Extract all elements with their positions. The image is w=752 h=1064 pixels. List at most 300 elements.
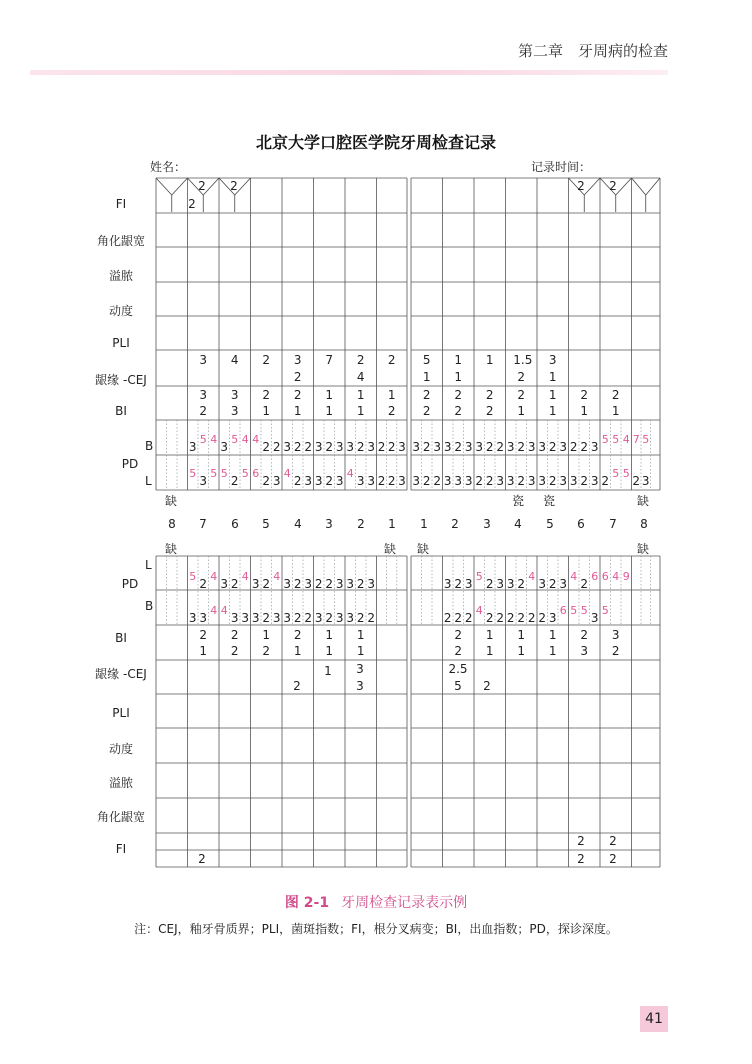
pd-value: 2 bbox=[387, 474, 396, 488]
lower-fi-r7-bottom: 2 bbox=[609, 852, 617, 866]
cell-value: 7 bbox=[325, 353, 334, 367]
cell-value: 2 bbox=[454, 404, 463, 418]
lower-missing-right8: 缺 bbox=[637, 542, 650, 556]
pd-value: 3 bbox=[272, 474, 281, 488]
tooth-number: 5 bbox=[546, 517, 554, 531]
pd-value: 2 bbox=[272, 440, 281, 454]
cell-value: 1 bbox=[517, 644, 526, 658]
pd-value: 5 bbox=[189, 570, 197, 583]
pd-value: 2 bbox=[517, 474, 526, 488]
cell-value: 1 bbox=[325, 628, 334, 642]
form-title: 北京大学口腔医学院牙周检查记录 bbox=[255, 133, 496, 152]
cell-value: 2 bbox=[387, 353, 396, 367]
cell-value: 1 bbox=[325, 644, 334, 658]
pd-value: 5 bbox=[199, 433, 207, 446]
pd-value: 5 bbox=[622, 467, 630, 480]
pd-value: 3 bbox=[346, 440, 355, 454]
pd-value: 2 bbox=[304, 440, 313, 454]
pd-value: 3 bbox=[641, 474, 650, 488]
tooth-number: 3 bbox=[483, 517, 491, 531]
cell-value: 1 bbox=[422, 370, 431, 384]
pd-value: 3 bbox=[590, 440, 599, 454]
tooth-number: 1 bbox=[420, 517, 428, 531]
cell-value: 2 bbox=[230, 644, 239, 658]
lower-pd-label: PD bbox=[121, 577, 139, 591]
pd-value: 4 bbox=[475, 604, 483, 617]
figure-label: 图 2-1 bbox=[284, 895, 330, 911]
pd-value: 4 bbox=[346, 467, 354, 480]
cell-value: 2 bbox=[580, 388, 589, 402]
pd-value: 3 bbox=[443, 577, 452, 591]
pd-value: 2 bbox=[325, 611, 334, 625]
pd-value: 2 bbox=[548, 440, 557, 454]
pd-value: 2 bbox=[569, 440, 578, 454]
upper-pd-label: PD bbox=[121, 457, 139, 471]
cell-value: 1 bbox=[517, 628, 526, 642]
page-number: 41 bbox=[640, 1006, 668, 1032]
pd-value: 2 bbox=[262, 440, 271, 454]
cell-value: 2 bbox=[485, 404, 494, 418]
pd-value: 3 bbox=[506, 577, 515, 591]
pd-value: 3 bbox=[496, 577, 505, 591]
pd-value: 4 bbox=[252, 433, 260, 446]
pd-value: 3 bbox=[412, 474, 421, 488]
cell-value: 2 bbox=[611, 644, 620, 658]
pd-value: 3 bbox=[251, 577, 260, 591]
pd-value: 5 bbox=[612, 467, 620, 480]
cell-value: 1 bbox=[454, 353, 463, 367]
cell-value: 1 bbox=[548, 628, 557, 642]
cell-value: 1 bbox=[548, 370, 557, 384]
pd-value: 2 bbox=[325, 440, 334, 454]
pd-value: 3 bbox=[559, 440, 568, 454]
cell-value: 2 bbox=[262, 644, 271, 658]
upper-keratinized-label: 角化龈宽 bbox=[96, 234, 145, 248]
upper-fi-t7-bottom: 2 bbox=[188, 197, 196, 211]
pd-value: 2 bbox=[230, 577, 239, 591]
pd-value: 6 bbox=[601, 570, 609, 583]
cell-value: 3 bbox=[199, 353, 208, 367]
lower-keratinized-label: 角化龈宽 bbox=[96, 810, 145, 824]
pd-value: 3 bbox=[314, 440, 323, 454]
pd-value: 3 bbox=[590, 474, 599, 488]
upper-mobility-label: 动度 bbox=[108, 304, 133, 318]
cell-value: 3 bbox=[580, 644, 589, 658]
lower-cej-r3: 2 bbox=[483, 679, 491, 693]
pd-value: 3 bbox=[230, 611, 239, 625]
pd-value: 3 bbox=[241, 611, 250, 625]
pd-value: 5 bbox=[210, 467, 218, 480]
cell-value: 2 bbox=[262, 353, 271, 367]
tooth-number: 2 bbox=[451, 517, 459, 531]
fi-mark bbox=[156, 178, 172, 195]
pd-value: 5 bbox=[612, 433, 620, 446]
cell-value: 2 bbox=[199, 628, 208, 642]
pd-value: 2 bbox=[454, 440, 463, 454]
tooth-number: 7 bbox=[199, 517, 207, 531]
cell-value: 4 bbox=[356, 370, 365, 384]
pd-value: 5 bbox=[580, 604, 588, 617]
pd-value: 3 bbox=[559, 577, 568, 591]
pd-value: 4 bbox=[241, 570, 249, 583]
cell-value: 2 bbox=[422, 388, 431, 402]
pd-value: 3 bbox=[283, 440, 292, 454]
cell-value: 1 bbox=[356, 388, 365, 402]
cell-value: 1 bbox=[293, 644, 302, 658]
pd-value: 3 bbox=[412, 440, 421, 454]
pd-value: 3 bbox=[220, 577, 229, 591]
pd-value: 2 bbox=[230, 474, 239, 488]
pd-value: 3 bbox=[506, 440, 515, 454]
upper-suppuration-label: 溢脓 bbox=[108, 269, 133, 283]
lower-fi-label: FI bbox=[115, 842, 127, 856]
chapter-header: 第二章 牙周病的检查 bbox=[517, 42, 668, 60]
figure-text: 牙周检查记录表示例 bbox=[341, 895, 468, 911]
pd-value: 2 bbox=[356, 440, 365, 454]
upper-missing-right8: 缺 bbox=[637, 494, 650, 508]
pd-value: 2 bbox=[538, 611, 547, 625]
name-label: 姓名： bbox=[150, 160, 187, 174]
pd-value: 2 bbox=[377, 474, 386, 488]
pd-value: 4 bbox=[210, 604, 218, 617]
cell-value: 1 bbox=[325, 388, 334, 402]
pd-value: 3 bbox=[304, 474, 313, 488]
pd-value: 4 bbox=[528, 570, 536, 583]
lower-fi-r6-bottom: 2 bbox=[577, 852, 585, 866]
pd-value: 3 bbox=[454, 474, 463, 488]
cell-value: 3 bbox=[611, 628, 620, 642]
tooth-number: 5 bbox=[262, 517, 270, 531]
pd-value: 2 bbox=[548, 474, 557, 488]
pd-value: 3 bbox=[538, 577, 547, 591]
pd-value: 4 bbox=[210, 570, 218, 583]
pd-value: 3 bbox=[367, 577, 376, 591]
upper-fi-t7-top: 2 bbox=[198, 179, 206, 193]
cell-value: 1 bbox=[611, 404, 620, 418]
tooth-number: 7 bbox=[609, 517, 617, 531]
pd-value: 2 bbox=[325, 474, 334, 488]
pd-value: 2 bbox=[387, 440, 396, 454]
cell-value: 1 bbox=[548, 644, 557, 658]
cell-value: 2 bbox=[262, 388, 271, 402]
pd-value: 3 bbox=[335, 577, 344, 591]
cell-value: 2 bbox=[611, 388, 620, 402]
pd-value: 4 bbox=[210, 433, 218, 446]
pd-value: 3 bbox=[398, 440, 406, 454]
upper-cej-label: 龈缘 -CEJ bbox=[95, 373, 147, 387]
pd-value: 2 bbox=[262, 611, 271, 625]
pd-value: 4 bbox=[283, 467, 291, 480]
lower-pli-label: PLI bbox=[112, 706, 130, 720]
pd-value: 3 bbox=[346, 577, 355, 591]
lower-suppuration-label: 溢脓 bbox=[108, 776, 133, 790]
pd-value: 2 bbox=[293, 474, 302, 488]
lower-bi-label: BI bbox=[115, 631, 127, 645]
tooth-number: 8 bbox=[168, 517, 176, 531]
cell-value: 1 bbox=[517, 404, 526, 418]
cell-value: 2 bbox=[293, 628, 302, 642]
pd-value: 5 bbox=[475, 570, 483, 583]
pd-value: 3 bbox=[335, 474, 344, 488]
cell-value: 3 bbox=[293, 353, 302, 367]
lower-missing-left8: 缺 bbox=[165, 542, 178, 556]
pd-value: 2 bbox=[632, 474, 641, 488]
tooth-number: 6 bbox=[231, 517, 239, 531]
pd-value: 3 bbox=[464, 474, 473, 488]
pd-value: 3 bbox=[251, 611, 260, 625]
pd-value: 3 bbox=[506, 474, 515, 488]
tooth-number: 4 bbox=[294, 517, 302, 531]
upper-fi-r6-top: 2 bbox=[577, 179, 585, 193]
pd-value: 2 bbox=[517, 440, 526, 454]
pd-value: 2 bbox=[422, 440, 431, 454]
tooth-number: 2 bbox=[357, 517, 365, 531]
pd-value: 4 bbox=[612, 570, 620, 583]
fi-mark bbox=[646, 178, 660, 195]
pd-value: 2 bbox=[475, 474, 484, 488]
pd-value: 2 bbox=[454, 611, 463, 625]
upper-fi-label: FI bbox=[115, 197, 127, 211]
pd-value: 2 bbox=[506, 611, 515, 625]
pd-value: 2 bbox=[485, 474, 494, 488]
pd-value: 3 bbox=[335, 611, 344, 625]
pd-value: 3 bbox=[272, 611, 281, 625]
lower-missing-right1: 缺 bbox=[417, 542, 430, 556]
lower-fi-r6-top: 2 bbox=[577, 834, 585, 848]
pd-value: 3 bbox=[464, 440, 473, 454]
lower-cej-l4: 2 bbox=[293, 679, 301, 693]
cell-value: 1 bbox=[325, 404, 334, 418]
pd-value: 3 bbox=[199, 474, 208, 488]
fi-mark bbox=[172, 178, 188, 195]
pd-value: 3 bbox=[559, 474, 568, 488]
pd-value: 2 bbox=[527, 611, 536, 625]
cell-value: 2 bbox=[454, 628, 463, 642]
pd-value: 3 bbox=[548, 611, 557, 625]
cell-value: 3 bbox=[230, 404, 239, 418]
pd-value: 5 bbox=[570, 604, 578, 617]
pd-value: 3 bbox=[443, 440, 452, 454]
upper-fi-t6-top: 2 bbox=[230, 179, 238, 193]
cell-value: 1 bbox=[485, 353, 494, 367]
lower-cej-label: 龈缘 -CEJ bbox=[95, 667, 147, 681]
pd-value: 2 bbox=[293, 440, 302, 454]
cell-value: 2 bbox=[454, 388, 463, 402]
pd-value: 7 bbox=[632, 433, 640, 446]
pd-value: 2 bbox=[443, 611, 452, 625]
pd-value: 3 bbox=[538, 474, 547, 488]
cell-value: 2 bbox=[580, 628, 589, 642]
cell-value: 1 bbox=[293, 404, 302, 418]
cell-value: 1 bbox=[548, 404, 557, 418]
pd-value: 4 bbox=[220, 604, 228, 617]
cell-value: 1 bbox=[454, 370, 463, 384]
time-label: 记录时间： bbox=[531, 160, 592, 174]
cell-value: 1 bbox=[262, 628, 271, 642]
pd-value: 3 bbox=[283, 611, 292, 625]
pd-value: 2 bbox=[262, 577, 271, 591]
pd-value: 3 bbox=[538, 440, 547, 454]
pd-value: 4 bbox=[273, 570, 281, 583]
pd-value: 3 bbox=[346, 611, 355, 625]
pd-value: 6 bbox=[591, 570, 599, 583]
pd-value: 2 bbox=[485, 577, 494, 591]
pd-value: 2 bbox=[496, 611, 505, 625]
pd-value: 3 bbox=[464, 577, 473, 591]
cell-value: 5 bbox=[422, 353, 431, 367]
pd-value: 2 bbox=[601, 474, 610, 488]
upper-missing-left8: 缺 bbox=[165, 494, 178, 508]
pd-value: 3 bbox=[335, 440, 344, 454]
lower-cej-l3: 1 bbox=[324, 664, 332, 678]
lower-cej-l2-bottom: 3 bbox=[356, 679, 364, 693]
figure-note: 注：CEJ，釉牙骨质界；PLI，菌斑指数；FI，根分叉病变；BI，出血指数；PD，探诊深度。 bbox=[134, 922, 618, 936]
pd-value: 6 bbox=[252, 467, 260, 480]
upper-b-label: B bbox=[145, 439, 154, 453]
pd-value: 2 bbox=[293, 577, 302, 591]
cell-value: 2 bbox=[293, 370, 302, 384]
cell-value: 2 bbox=[517, 388, 526, 402]
pd-value: 2 bbox=[517, 577, 526, 591]
pd-value: 2 bbox=[356, 611, 365, 625]
pd-value: 3 bbox=[314, 611, 323, 625]
pd-value: 2 bbox=[262, 474, 271, 488]
pd-value: 2 bbox=[356, 577, 365, 591]
pd-value: 3 bbox=[314, 474, 323, 488]
pd-value: 3 bbox=[443, 474, 452, 488]
pd-value: 4 bbox=[241, 433, 249, 446]
pd-value: 4 bbox=[570, 570, 578, 583]
cell-value: 3 bbox=[548, 353, 557, 367]
pd-value: 6 bbox=[559, 604, 567, 617]
pd-value: 2 bbox=[485, 440, 494, 454]
cell-value: 1 bbox=[199, 644, 208, 658]
pd-value: 3 bbox=[283, 577, 292, 591]
lower-b-label: B bbox=[145, 599, 154, 613]
pd-value: 5 bbox=[241, 467, 249, 480]
pd-value: 2 bbox=[367, 611, 376, 625]
cell-value: 2 bbox=[293, 388, 302, 402]
pd-value: 2 bbox=[293, 611, 302, 625]
cell-value: 1 bbox=[485, 628, 494, 642]
pd-value: 3 bbox=[356, 474, 365, 488]
pd-value: 4 bbox=[622, 433, 630, 446]
pd-value: 3 bbox=[433, 440, 442, 454]
pd-value: 3 bbox=[367, 474, 376, 488]
tooth-number: 8 bbox=[640, 517, 648, 531]
upper-crown-left4: 瓷 bbox=[512, 494, 525, 508]
cell-value: 3 bbox=[230, 388, 239, 402]
pd-value: 2 bbox=[199, 577, 208, 591]
lower-l-label: L bbox=[145, 558, 152, 572]
fi-mark bbox=[632, 178, 646, 195]
lower-cej-r2-top: 2.5 bbox=[448, 662, 468, 676]
pd-value: 2 bbox=[454, 577, 463, 591]
pd-value: 3 bbox=[304, 577, 313, 591]
pd-value: 5 bbox=[220, 467, 228, 480]
pd-value: 3 bbox=[188, 611, 197, 625]
tooth-number: 1 bbox=[388, 517, 396, 531]
pd-value: 3 bbox=[367, 440, 376, 454]
lower-missing-left1: 缺 bbox=[384, 542, 397, 556]
lower-fi-l7: 2 bbox=[198, 852, 206, 866]
cell-value: 2 bbox=[199, 404, 208, 418]
pd-value: 2 bbox=[580, 474, 589, 488]
upper-bi-label: BI bbox=[115, 404, 127, 418]
cell-value: 1 bbox=[580, 404, 589, 418]
cell-value: 1 bbox=[356, 404, 365, 418]
pd-value: 3 bbox=[569, 474, 578, 488]
cell-value: 2 bbox=[422, 404, 431, 418]
cell-value: 1 bbox=[387, 388, 396, 402]
pd-value: 2 bbox=[548, 577, 557, 591]
upper-pli-label: PLI bbox=[112, 336, 130, 350]
pd-value: 2 bbox=[580, 440, 589, 454]
tooth-number: 6 bbox=[577, 517, 585, 531]
cell-value: 2 bbox=[387, 404, 396, 418]
pd-value: 3 bbox=[527, 474, 536, 488]
pd-value: 2 bbox=[325, 577, 334, 591]
tooth-number: 3 bbox=[325, 517, 333, 531]
pd-value: 5 bbox=[601, 433, 609, 446]
cell-value: 1 bbox=[548, 388, 557, 402]
pd-value: 5 bbox=[189, 467, 197, 480]
lower-cej-r2-bottom: 5 bbox=[454, 679, 462, 693]
pd-value: 2 bbox=[485, 611, 494, 625]
figure-caption bbox=[0, 892, 752, 912]
lower-fi-r7-top: 2 bbox=[609, 834, 617, 848]
upper-fi-r7-top: 2 bbox=[609, 179, 617, 193]
pd-value: 2 bbox=[304, 611, 313, 625]
pd-value: 3 bbox=[590, 611, 599, 625]
cell-value: 1 bbox=[356, 628, 365, 642]
pd-value: 2 bbox=[496, 440, 505, 454]
pd-value: 2 bbox=[377, 440, 386, 454]
pd-value: 5 bbox=[231, 433, 239, 446]
upper-crown-left5: 瓷 bbox=[543, 494, 556, 508]
upper-l-label: L bbox=[145, 474, 152, 488]
cell-value: 1 bbox=[356, 644, 365, 658]
pd-value: 2 bbox=[422, 474, 431, 488]
pd-value: 3 bbox=[475, 440, 484, 454]
pd-value: 3 bbox=[527, 440, 536, 454]
tooth-number: 4 bbox=[514, 517, 522, 531]
pd-value: 2 bbox=[314, 577, 323, 591]
pd-value: 3 bbox=[188, 440, 197, 454]
pd-value: 5 bbox=[601, 604, 609, 617]
pd-value: 5 bbox=[642, 433, 650, 446]
cell-value: 1.5 bbox=[513, 353, 533, 367]
cell-value: 1 bbox=[262, 404, 271, 418]
pd-value: 2 bbox=[433, 474, 442, 488]
lower-mobility-label: 动度 bbox=[108, 742, 133, 756]
cell-value: 2 bbox=[356, 353, 365, 367]
pd-value: 9 bbox=[622, 570, 630, 583]
cell-value: 2 bbox=[230, 628, 239, 642]
pd-value: 2 bbox=[517, 611, 526, 625]
pd-value: 3 bbox=[398, 474, 406, 488]
cell-value: 2 bbox=[517, 370, 526, 384]
pd-value: 2 bbox=[464, 611, 473, 625]
cell-value: 2 bbox=[485, 388, 494, 402]
pd-value: 3 bbox=[199, 611, 208, 625]
cell-value: 3 bbox=[199, 388, 208, 402]
pd-value: 2 bbox=[580, 577, 589, 591]
pd-value: 3 bbox=[496, 474, 505, 488]
lower-cej-l2-top: 3 bbox=[356, 662, 364, 676]
cell-value: 4 bbox=[230, 353, 239, 367]
cell-value: 1 bbox=[485, 644, 494, 658]
